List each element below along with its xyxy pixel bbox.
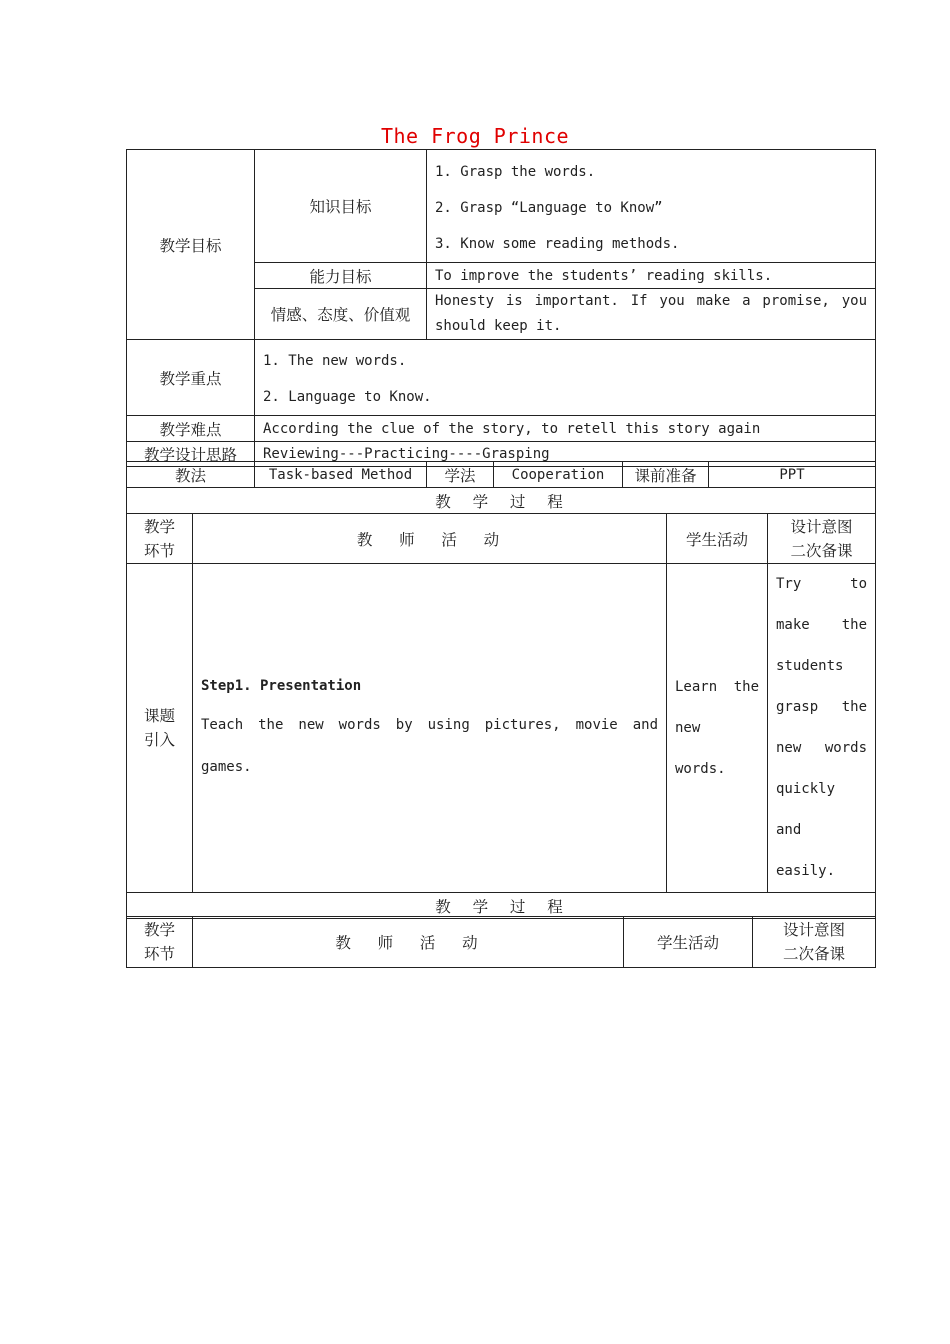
stage-line: 引入 [143,731,175,749]
student-line: new [675,719,701,736]
teacher-activity-header: 教 师 活 动 [193,917,624,968]
stage-header-line: 环节 [143,945,175,963]
stage-header-line: 教学 [143,921,175,939]
key-point-item: 2. Language to Know. [263,389,432,405]
teacher-activity-cell [193,564,667,893]
design-header-line: 设计意图 [782,921,845,939]
learning-method-value: Cooperation [494,462,623,488]
key-point-item: 1. The new words. [263,353,407,369]
emotion-goal-label: 情感、态度、价值观 [255,289,427,340]
knowledge-goal-items [427,150,876,263]
process-table [126,487,876,919]
key-points-items [255,340,876,416]
design-header-line: 二次备课 [790,541,853,560]
emotion-line: should keep it. [435,318,562,334]
stage-intro [127,564,193,893]
ability-goal-text: To improve the students’ reading skills. [427,263,876,289]
student-activity-header: 学生活动 [667,514,768,564]
stage-header-line: 环节 [143,541,175,560]
knowledge-item: 1. Grasp the words. [435,164,596,180]
stage-line: 课题 [143,707,175,725]
preparation-value: PPT [709,462,876,488]
design-idea-label: 教学设计思路 [127,442,255,467]
preparation-label: 课前准备 [623,462,709,488]
design-header-line: 设计意图 [790,517,853,536]
process-heading: 教 学 过 程 [127,488,876,514]
design-line: students [776,658,844,674]
stage-column-header [127,917,193,968]
design-intent-cell [768,564,876,893]
lesson-plan-table [126,149,876,467]
design-line: quickly [776,781,836,797]
design-line: and [776,822,802,838]
emotion-goal-text [427,289,876,340]
student-line: Learn the [675,678,759,695]
design-header-line: 二次备课 [782,945,845,963]
knowledge-item: 3. Know some reading methods. [435,236,680,252]
student-activity-header: 学生活动 [624,917,753,968]
emotion-line: Honesty is important. If you make a promise, you [435,293,867,309]
stage-column-header [127,514,193,564]
design-column-header [768,514,876,564]
learning-method-label: 学法 [427,462,494,488]
objectives-label: 教学目标 [127,150,255,340]
teacher-activity-header: 教 师 活 动 [193,514,667,564]
student-line: words. [675,760,726,777]
teaching-method-label: 教法 [127,462,255,488]
design-line: easily. [776,863,836,879]
teaching-method-value: Task-based Method [255,462,427,488]
ability-goal-label: 能力目标 [255,263,427,289]
step-text-line: games. [201,759,252,775]
methods-table [126,461,876,488]
document-title: The Frog Prince [380,124,570,148]
difficulty-label: 教学难点 [127,416,255,442]
design-column-header [753,917,876,968]
step-text-line: Teach the new words by using pictures, movie and [201,717,658,733]
process-table-2 [126,916,876,968]
student-activity-cell [667,564,768,893]
design-idea-text: Reviewing---Practicing----Grasping [255,442,876,467]
design-line: grasp the [776,699,867,715]
step-heading: Step1. Presentation [201,678,362,694]
design-line: make the [776,617,867,633]
key-points-label: 教学重点 [127,340,255,416]
stage-header-line: 教学 [143,517,175,536]
process-heading: 教 学 过 程 [127,893,876,919]
knowledge-goal-label: 知识目标 [255,150,427,263]
design-line: Try to [776,576,867,592]
design-line: new words [776,740,867,756]
difficulty-text: According the clue of the story, to retell this story again [255,416,876,442]
knowledge-item: 2. Grasp “Language to Know” [435,200,663,216]
